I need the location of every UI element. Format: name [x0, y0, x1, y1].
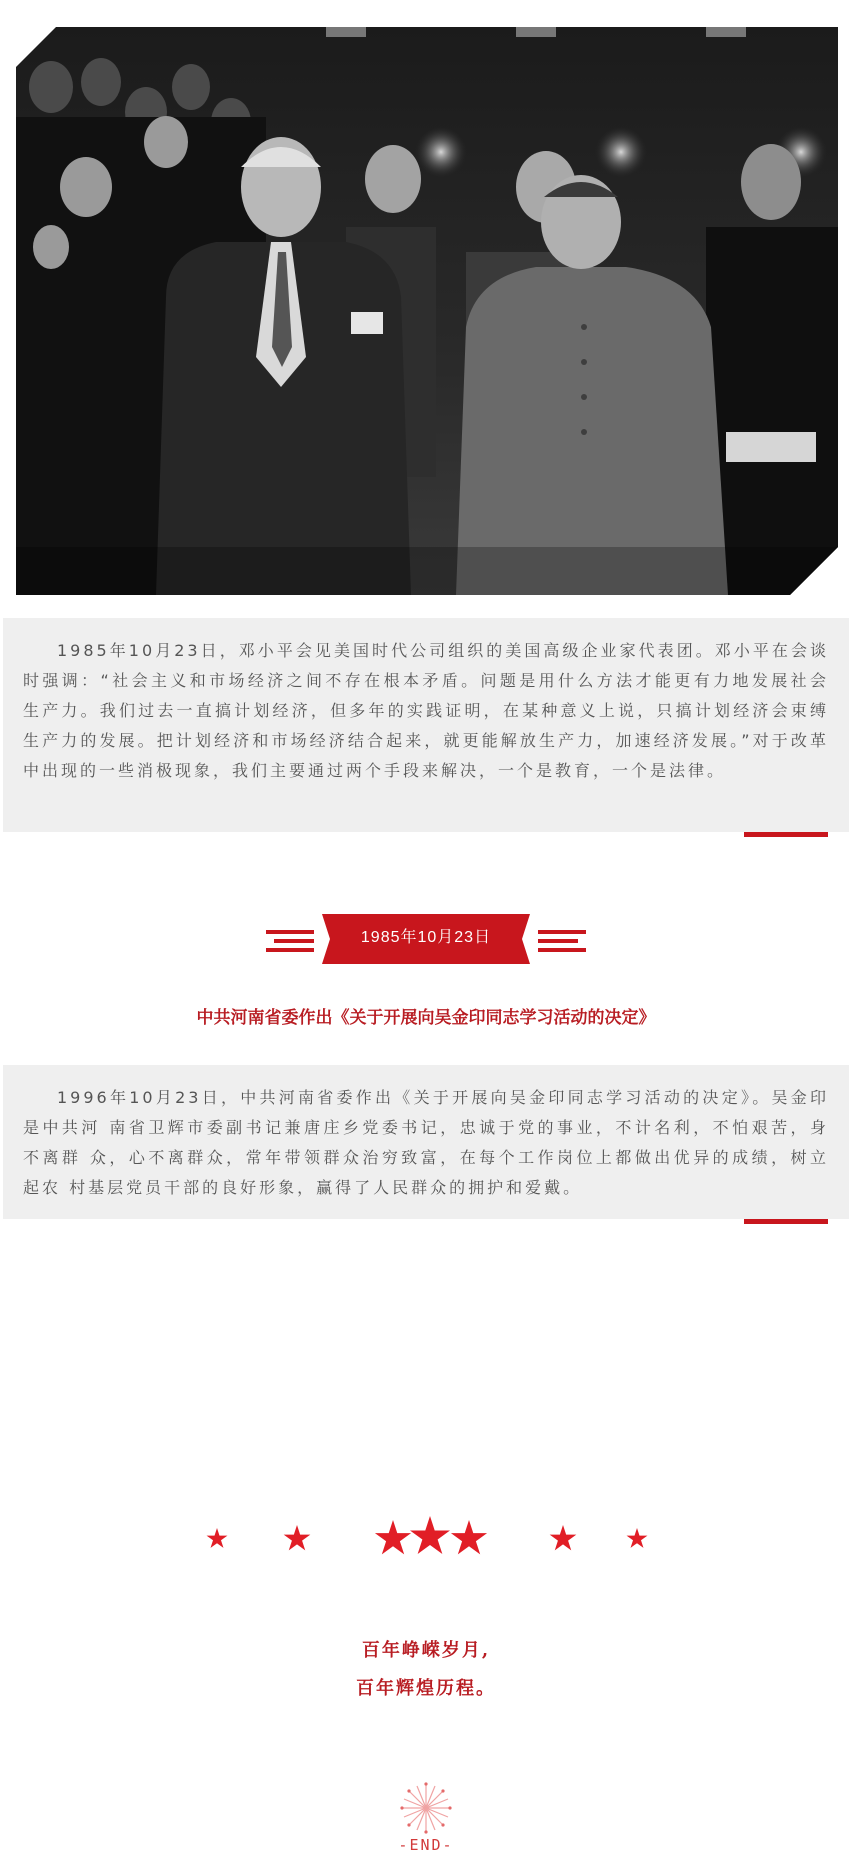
paragraph-card-2	[3, 1065, 849, 1219]
date-badge-label: 1985年10月23日	[360, 929, 492, 946]
paragraph-1985-meeting: 1985年10月23日，邓小平会见美国时代公司组织的美国高级企业家代表团。邓小平在会谈时强调：“社会主义和市场经济之间不存在根本矛盾。问题是用什么方法才能更有力地发展社会生产力。我们过去一直搞计划经济，但多年的实践证明，在某种意义上说，只搞计划经济会束缚生产力的发展。把计划经济和市场经济结合起来，就更能解放生产力，加速经济发展。”对于改革中出现的一些消极现象，我们主要通过两个手段来解决，一个是教育，一个是法律。	[23, 641, 829, 780]
paragraph-card-1	[3, 618, 849, 832]
card-accent-rule	[744, 832, 828, 837]
stars-decoration	[0, 1515, 852, 1565]
star-icon	[375, 1520, 411, 1554]
star-icon	[550, 1525, 577, 1550]
historic-photo	[16, 27, 838, 595]
firework-icon	[398, 1780, 454, 1836]
star-icon	[207, 1528, 228, 1548]
closing-line-2: 百年辉煌历程。	[356, 1678, 496, 1699]
historic-photo-illustration	[16, 27, 838, 595]
star-icon	[410, 1516, 450, 1554]
card-accent-rule	[744, 1219, 828, 1224]
star-icon	[451, 1520, 487, 1554]
paragraph-1996-decision: 1996年10月23日，中共河南省委作出《关于开展向吴金印同志学习活动的决定》。吴金印是中共河 南省卫辉市委副书记兼唐庄乡党委书记，忠诚于党的事业，不计名利，不怕艰苦，身不离群 众，心不离群众，常年带领群众治穷致富，在每个工作岗位上都做出优异的成绩，树立起农 村基层党员干部的良好形象，赢得了人民群众的拥护和爱戴。	[23, 1088, 829, 1197]
end-label: -END-	[398, 1836, 454, 1854]
date-ribbon	[266, 912, 586, 966]
star-icon	[284, 1525, 311, 1550]
closing-line-1: 百年峥嵘岁月,	[361, 1640, 491, 1661]
star-icon	[627, 1528, 648, 1548]
event-headline: 中共河南省委作出《关于开展向吴金印同志学习活动的决定》	[196, 1008, 656, 1028]
